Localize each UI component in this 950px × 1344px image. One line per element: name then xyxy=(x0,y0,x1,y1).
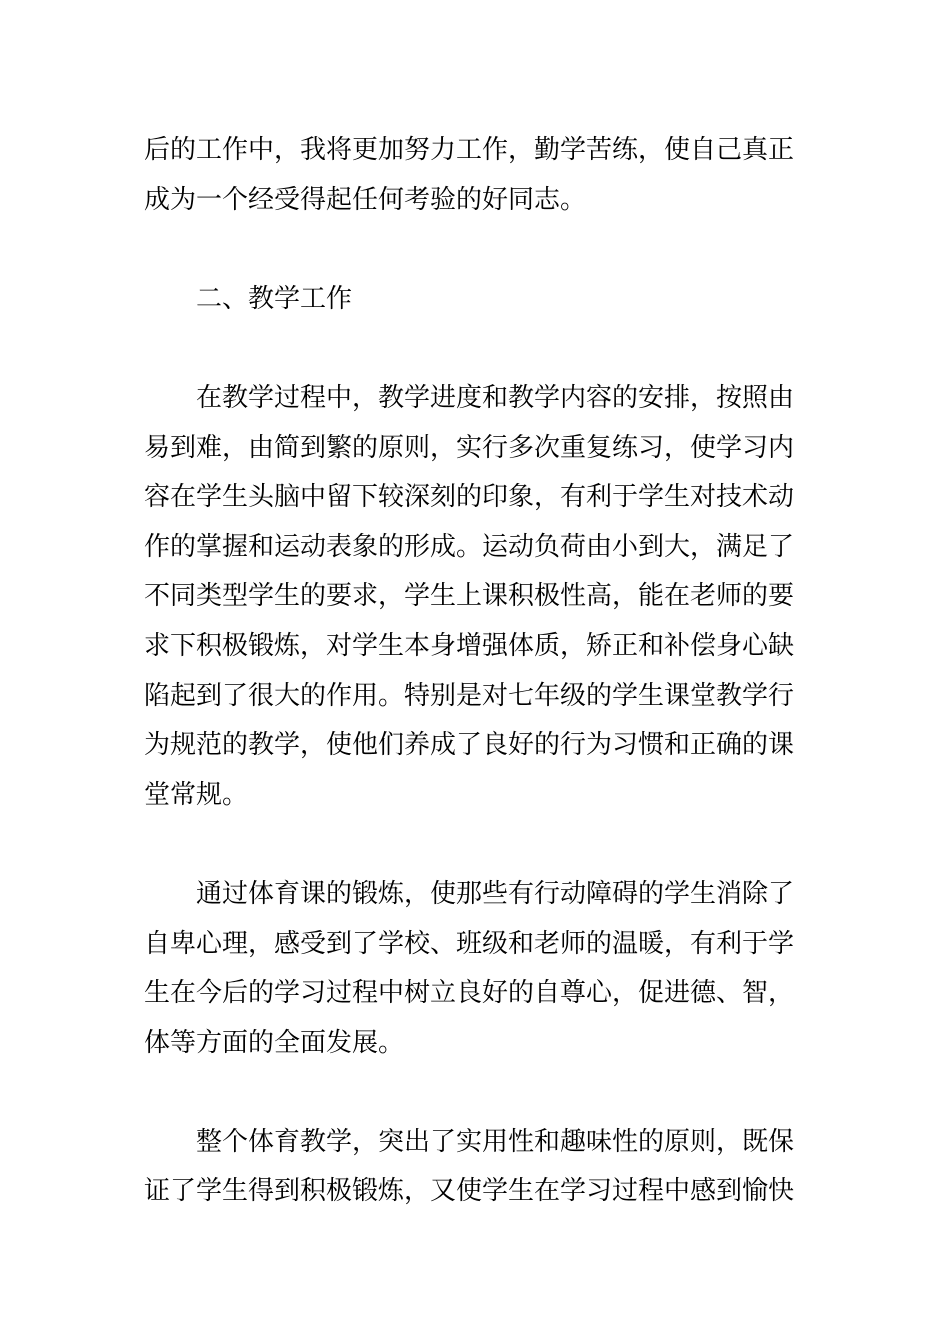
document-body xyxy=(144,126,808,1217)
section-heading xyxy=(144,275,808,325)
paragraph-pe-principles xyxy=(144,1118,808,1217)
paragraph-continuation xyxy=(144,126,808,225)
text-line: 陷起到了很大的作用。特别是对七年级的学生课堂教学行 xyxy=(144,680,795,711)
text-line: 不同类型学生的要求，学生上课积极性高，能在老师的要 xyxy=(144,581,795,612)
text-line: 体等方面的全面发展。 xyxy=(144,1027,405,1058)
text-line: 后的工作中，我将更加努力工作，勤学苦练，使自己真正 xyxy=(144,135,795,165)
text-line: 在教学过程中，教学进度和教学内容的安排，按照由 xyxy=(196,382,795,413)
paragraph-spacer xyxy=(144,324,808,374)
paragraph-pe-exercise xyxy=(144,870,808,1068)
paragraph-teaching-process xyxy=(144,374,808,820)
text-line: 易到难，由简到繁的原则，实行多次重复练习，使学习内 xyxy=(144,432,795,463)
paragraph-spacer xyxy=(144,820,808,870)
paragraph-spacer xyxy=(144,225,808,275)
text-line: 求下积极锻炼，对学生本身增强体质，矫正和补偿身心缺 xyxy=(144,630,795,661)
text-line: 整个体育教学，突出了实用性和趣味性的原则，既保 xyxy=(196,1126,795,1157)
paragraph-spacer xyxy=(144,1068,808,1118)
text-line: 成为一个经受得起任何考验的好同志。 xyxy=(144,184,587,215)
text-line: 堂常规。 xyxy=(144,779,249,810)
text-line: 证了学生得到积极锻炼，又使学生在学习过程中感到愉快 xyxy=(144,1176,795,1207)
text-line: 自卑心理，感受到了学校、班级和老师的温暖，有利于学 xyxy=(144,928,795,959)
text-line: 通过体育课的锻炼，使那些有行动障碍的学生消除了 xyxy=(196,878,795,909)
text-line: 为规范的教学，使他们养成了良好的行为习惯和正确的课 xyxy=(144,730,795,761)
heading-text: 二、教学工作 xyxy=(196,283,353,314)
text-line: 作的掌握和运动表象的形成。运动负荷由小到大，满足了 xyxy=(144,531,795,562)
text-line: 生在今后的学习过程中树立良好的自尊心，促进德、智， xyxy=(144,978,795,1009)
text-line: 容在学生头脑中留下较深刻的印象，有利于学生对技术动 xyxy=(144,482,795,513)
